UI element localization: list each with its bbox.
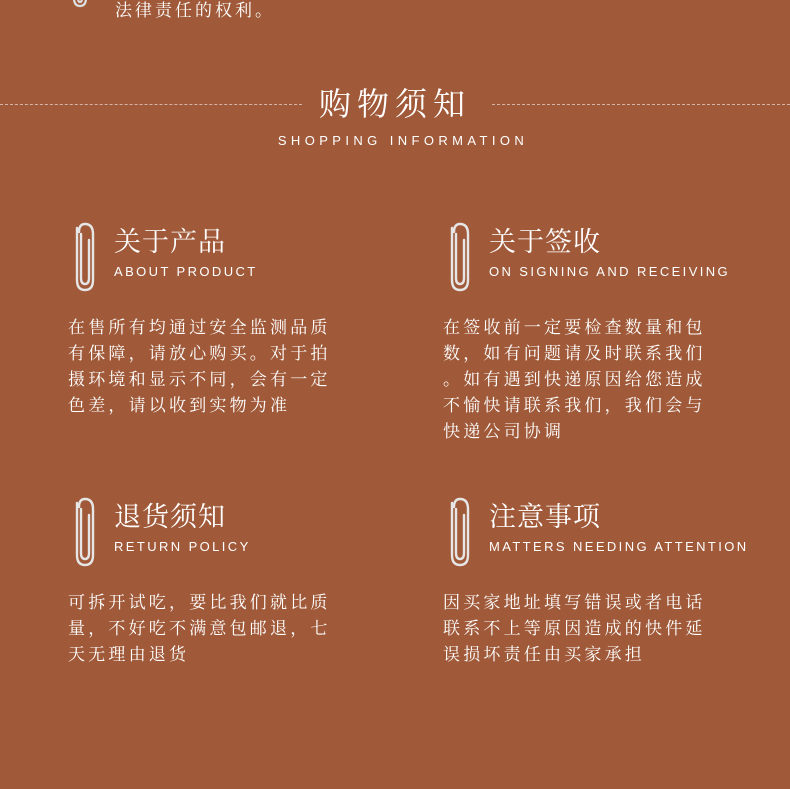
card-body-line: 因买家地址填写错误或者电话 [443,593,706,613]
card-body [68,315,368,419]
card-subtitle: ON SIGNING AND RECEIVING [489,264,731,279]
paperclip-icon [68,495,100,569]
card-subtitle: ABOUT PRODUCT [114,264,258,279]
card-body-line: 天无理由退货 [68,645,190,665]
paperclip-icon [66,0,94,10]
card-title: 关于签收 [489,227,601,258]
section-subtitle: SHOPPING INFORMATION [277,133,529,148]
card-body-line: 快递公司协调 [443,422,565,442]
card-body-line: 色差，请以收到实物为准 [68,396,291,416]
section-title: 购物须知 [318,85,471,123]
card-matters-attention [443,495,790,735]
card-subtitle: RETURN POLICY [114,539,251,554]
card-body-line: 有保障，请放心购买。对于拍 [68,344,331,364]
card-body-line: 摄环境和显示不同，会有一定 [68,370,331,390]
card-body-line: 联系不上等原因造成的快件延 [443,619,706,639]
card-body-line: 在售所有均通过安全监测品质 [68,318,331,338]
card-title: 关于产品 [114,227,226,258]
card-signing-receiving [443,220,790,460]
card-subtitle: MATTERS NEEDING ATTENTION [489,539,749,554]
card-body-line: 误损坏责任由买家承担 [443,645,645,665]
card-body-line: 数，如有问题请及时联系我们 [443,344,706,364]
card-return-policy [68,495,428,735]
card-body [443,590,743,668]
card-body [68,590,368,668]
card-body [443,315,743,445]
paperclip-icon [443,495,475,569]
card-body-line: 。如有遇到快递原因给您造成 [443,370,706,390]
card-title: 注意事项 [489,502,601,533]
card-title: 退货须知 [114,502,226,533]
card-body-line: 可拆开试吃，要比我们就比质 [68,593,331,613]
previous-section-text: 法律责任的权利。 [115,1,275,21]
card-about-product [68,220,428,460]
paperclip-icon [443,220,475,294]
paperclip-icon [68,220,100,294]
card-body-line: 不愉快请联系我们，我们会与 [443,396,706,416]
card-body-line: 在签收前一定要检查数量和包 [443,318,706,338]
card-body-line: 量，不好吃不满意包邮退，七 [68,619,331,639]
